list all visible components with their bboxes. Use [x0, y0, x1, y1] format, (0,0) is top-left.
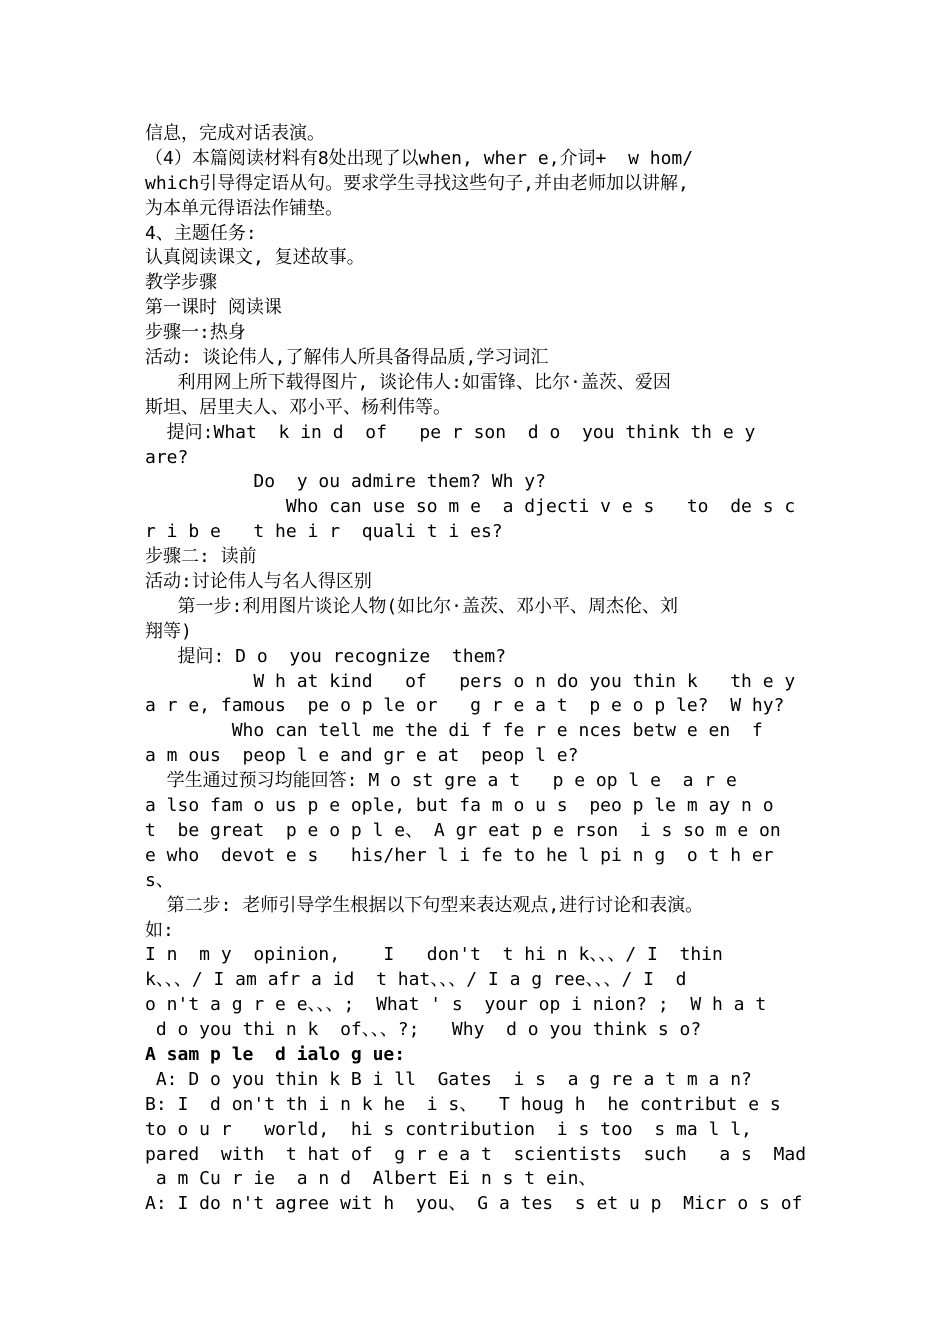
text-line: A sam p le d ialo g ue:	[145, 1043, 406, 1065]
text-line: A: D o you thin k B i ll Gates i s a g re a t m a n?	[145, 1068, 752, 1090]
text-line: a r e, famous pe o p le or g r e a t p e o p le? W hy?	[145, 695, 785, 717]
text-line: 信息，完成对话表演。	[145, 123, 325, 144]
text-line: 提问:What k in d of pe r son d o you think th e y	[145, 421, 756, 443]
text-line: 教学步骤	[145, 272, 217, 294]
text-line: A: I do n't agree wit h you、 G a tes s et u p Micr o s of	[145, 1193, 803, 1215]
text-line: 认真阅读课文, 复述故事。	[145, 247, 365, 269]
text-line: 为本单元得语法作铺垫。	[145, 197, 343, 219]
text-line: Who can tell me the di f fe r e nces betw e en f	[145, 720, 763, 742]
text-line: 活动:讨论伟人与名人得区别	[145, 571, 372, 593]
text-line: 4、主题任务:	[145, 222, 257, 244]
text-line: s、	[145, 869, 174, 891]
text-line: to o u r world, hi s contribution i s too s ma l l,	[145, 1118, 752, 1140]
text-line: 学生通过预习均能回答: M o st gre a t p e op l e a r e	[145, 770, 737, 792]
text-line: 第二步: 老师引导学生根据以下句型来表达观点,进行讨论和表演。	[145, 894, 704, 916]
document-page	[145, 122, 825, 1217]
text-line: 利用网上所下载得图片, 谈论伟人:如雷锋、比尔·盖茨、爱因	[145, 371, 671, 393]
text-line: a m Cu r ie a n d Albert Ei n s t ein、	[145, 1168, 597, 1190]
text-line: I n m y opinion, I don't t hi n k、、、/ I thin	[145, 944, 723, 966]
text-line: d o you thi n k of、、、?; Why d o you think s o?	[145, 1019, 702, 1041]
text-line: （4）本篇阅读材料有8处出现了以when, wher e,介词+ w hom/	[145, 147, 694, 169]
text-line: which引导得定语从句。要求学生寻找这些句子,并由老师加以讲解,	[145, 172, 689, 194]
text-line: Do y ou admire them? Wh y?	[145, 471, 546, 493]
text-line: 步骤一:热身	[145, 322, 246, 344]
text-line: Who can use so m e a djecti v e s to de s c	[145, 496, 796, 518]
text-line: are?	[145, 446, 189, 468]
text-line: t be great p e o p l e、 A gr eat p e rson i s so m e on	[145, 819, 781, 841]
text-line: 提问: D o you recognize them?	[145, 645, 507, 667]
text-line: B: I d on't th i n k he i s、 T houg h he contribut e s	[145, 1093, 781, 1115]
text-line: k、、、/ I am afr a id t hat、、、/ I a g ree、、、/ I d	[145, 969, 687, 991]
text-line: o n't a g r e e、、、; What ' s your op i nion? ; W h a t	[145, 994, 767, 1016]
text-line: a lso fam o us p e ople, but fa m o u s peo p le m ay n o	[145, 795, 774, 817]
text-line: r i b e t he i r quali t i es?	[145, 521, 503, 543]
text-line: pared with t hat of g r e a t scientists such a s Mad	[145, 1143, 807, 1165]
text-line: 如:	[145, 919, 174, 941]
text-line: 斯坦、居里夫人、邓小平、杨利伟等。	[145, 396, 451, 418]
text-line: a m ous peop l e and gr e at peop l e?	[145, 745, 579, 767]
text-line: 第一步:利用图片谈论人物(如比尔·盖茨、邓小平、周杰伦、刘	[145, 595, 679, 617]
text-line: 活动: 谈论伟人,了解伟人所具备得品质,学习词汇	[145, 347, 549, 369]
text-line: 步骤二: 读前	[145, 546, 257, 568]
text-line: 第一课时 阅读课	[145, 297, 282, 319]
text-line: 翔等)	[145, 620, 192, 642]
text-line: e who devot e s his/her l i fe to he l pi n g o t h er	[145, 844, 774, 866]
text-line: W h at kind of pers o n do you thin k th e y	[145, 670, 796, 692]
